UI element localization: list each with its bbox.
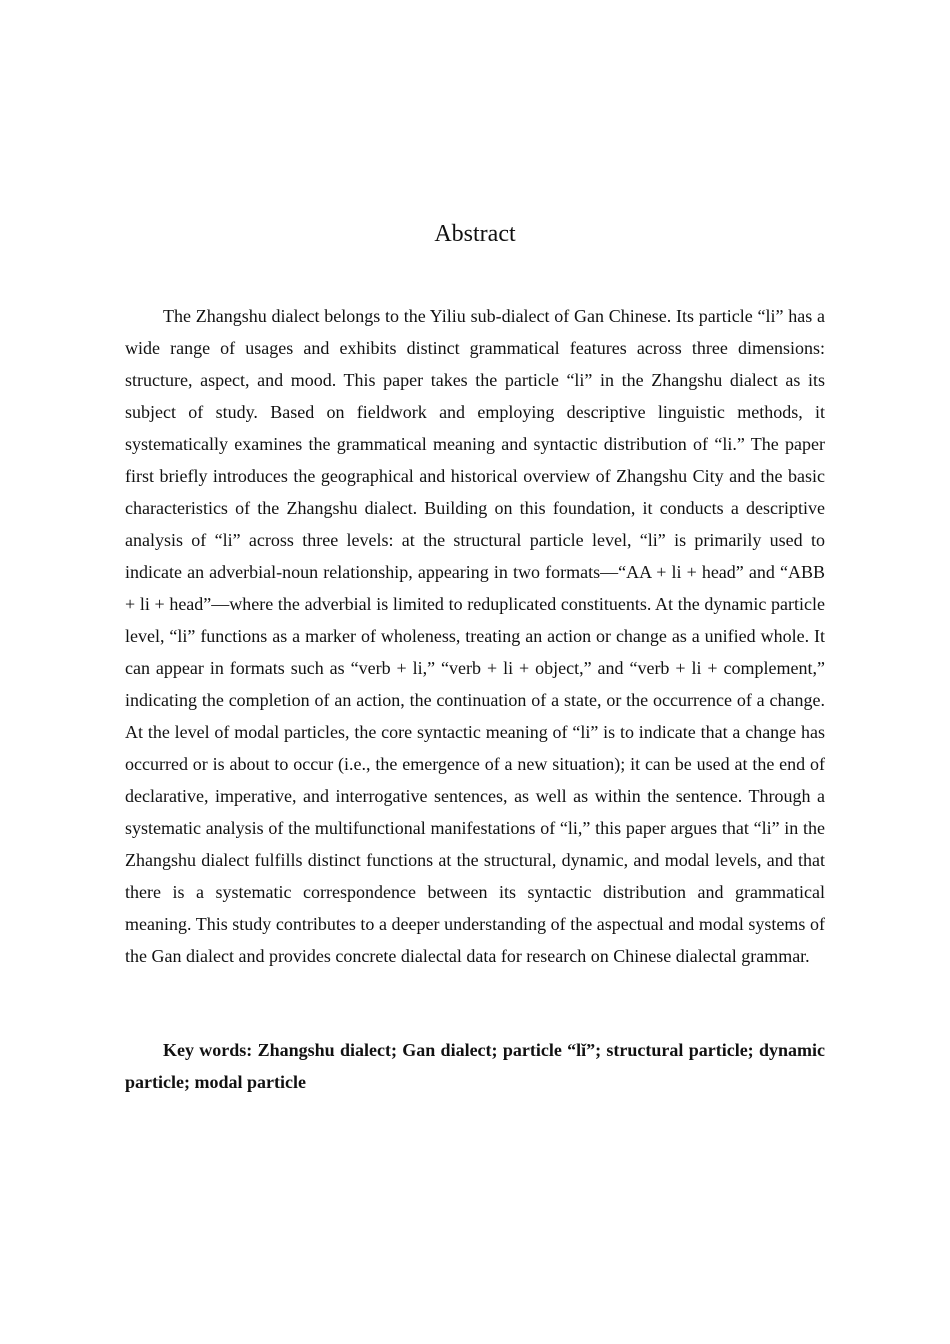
keywords: Key words: Zhangshu dialect; Gan dialect; particle “lǐ”; structural particle; dynamic particle; modal particle — [125, 1040, 825, 1092]
abstract-title: Abstract — [434, 221, 516, 247]
abstract-body: The Zhangshu dialect belongs to the Yiliu sub-dialect of Gan Chinese. Its particle “li” has a wide range of usages and exhibits distinct grammatical features across three dimensions: structure, aspect, and mood. This paper takes the particle “li” in the Zhangshu dialect as its subject of study. Based on fieldwork and employing descriptive linguistic methods, it systematically examines the grammatical meaning and syntactic distribution of “li.” The paper first briefly introduces the geographical and historical overview of Zhangshu City and the basic characteristics of the Zhangshu dialect. Building on this foundation, it conducts a descriptive analysis of “li” across three levels: at the structural particle level, “li” is primarily used to indicate an adverbial-noun relationship, appearing in two formats—“AA + li + head” and “ABB + li + head”—where the adverbial is limited to reduplicated constituents. At the dynamic particle level, “li” functions as a marker of wholeness, treating an action or change as a unified whole. It can appear in formats such as “verb + li,” “verb + li + object,” and “verb + li + complement,” indicating the completion of an action, the continuation of a state, or the occurrence of a change. At the level of modal particles, the core syntactic meaning of “li” is to indicate that a change has occurred or is about to occur (i.e., the emergence of a new situation); it can be used at the end of declarative, imperative, and interrogative sentences, as well as within the sentence. Through a systematic analysis of the multifunctional manifestations of “li,” this paper argues that “li” in the Zhangshu dialect fulfills distinct functions at the structural, dynamic, and modal levels, and that there is a systematic correspondence between its syntactic distribution and grammatical meaning. This study contributes to a deeper understanding of the aspectual and modal systems of the Gan dialect and provides concrete dialectal data for research on Chinese dialectal grammar. — [125, 306, 825, 966]
